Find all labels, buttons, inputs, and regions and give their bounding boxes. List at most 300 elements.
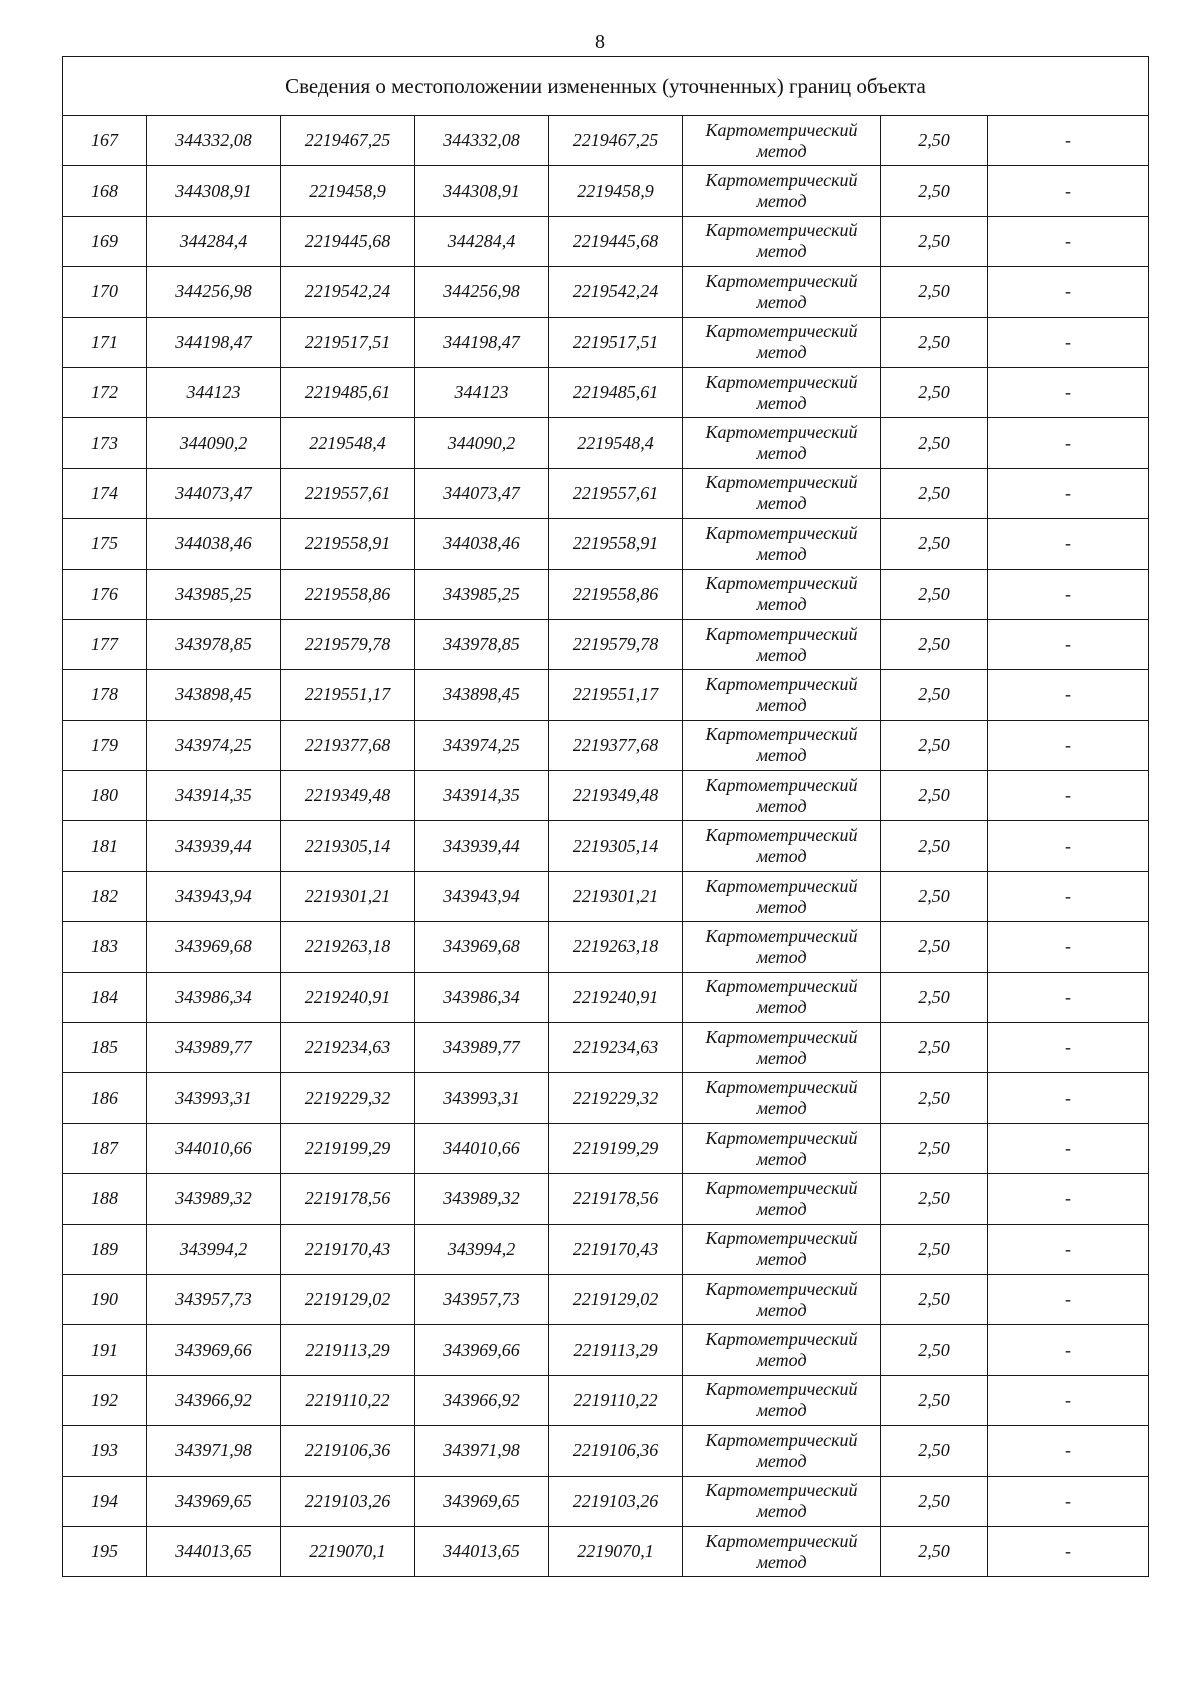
point-number-cell: 190 bbox=[63, 1274, 147, 1324]
y-existing-cell: 2219558,91 bbox=[281, 519, 415, 569]
y-new-cell: 2219557,61 bbox=[549, 468, 683, 518]
x-existing-cell: 343969,66 bbox=[147, 1325, 281, 1375]
method-line-1: Картометрический bbox=[705, 774, 858, 795]
point-number-cell: 181 bbox=[63, 821, 147, 871]
y-new-cell: 2219070,1 bbox=[549, 1526, 683, 1576]
description-cell: - bbox=[988, 166, 1149, 216]
x-new-cell: 343994,2 bbox=[415, 1224, 549, 1274]
point-number-cell: 167 bbox=[63, 116, 147, 166]
method-line-1: Картометрический bbox=[705, 1026, 858, 1047]
method-cell bbox=[683, 1325, 881, 1375]
description-cell: - bbox=[988, 116, 1149, 166]
description-cell: - bbox=[988, 1023, 1149, 1073]
x-existing-cell: 343966,92 bbox=[147, 1375, 281, 1425]
y-existing-cell: 2219263,18 bbox=[281, 922, 415, 972]
method-line-2: метод bbox=[756, 342, 807, 363]
method-cell bbox=[683, 267, 881, 317]
method-line-2: метод bbox=[756, 1299, 807, 1320]
y-new-cell: 2219558,91 bbox=[549, 519, 683, 569]
y-existing-cell: 2219542,24 bbox=[281, 267, 415, 317]
x-new-cell: 343898,45 bbox=[415, 670, 549, 720]
y-new-cell: 2219467,25 bbox=[549, 116, 683, 166]
point-number-cell: 189 bbox=[63, 1224, 147, 1274]
method-cell bbox=[683, 922, 881, 972]
y-existing-cell: 2219234,63 bbox=[281, 1023, 415, 1073]
point-number-cell: 180 bbox=[63, 771, 147, 821]
point-number-cell: 187 bbox=[63, 1123, 147, 1173]
method-line-2: метод bbox=[756, 1047, 807, 1068]
method-line-2: метод bbox=[756, 1400, 807, 1421]
y-new-cell: 2219199,29 bbox=[549, 1123, 683, 1173]
description-cell: - bbox=[988, 670, 1149, 720]
x-existing-cell: 344256,98 bbox=[147, 267, 281, 317]
point-number-cell: 173 bbox=[63, 418, 147, 468]
y-existing-cell: 2219106,36 bbox=[281, 1426, 415, 1476]
accuracy-cell: 2,50 bbox=[881, 1274, 988, 1324]
table-row bbox=[63, 418, 1149, 468]
x-existing-cell: 343914,35 bbox=[147, 771, 281, 821]
point-number-cell: 169 bbox=[63, 216, 147, 266]
table-row bbox=[63, 468, 1149, 518]
method-line-1: Картометрический bbox=[705, 875, 858, 896]
point-number-cell: 174 bbox=[63, 468, 147, 518]
y-existing-cell: 2219178,56 bbox=[281, 1174, 415, 1224]
accuracy-cell: 2,50 bbox=[881, 1325, 988, 1375]
y-new-cell: 2219178,56 bbox=[549, 1174, 683, 1224]
method-line-2: метод bbox=[756, 392, 807, 413]
y-existing-cell: 2219485,61 bbox=[281, 367, 415, 417]
accuracy-cell: 2,50 bbox=[881, 871, 988, 921]
x-existing-cell: 343986,34 bbox=[147, 972, 281, 1022]
y-new-cell: 2219129,02 bbox=[549, 1274, 683, 1324]
method-cell bbox=[683, 771, 881, 821]
method-cell bbox=[683, 468, 881, 518]
description-cell: - bbox=[988, 418, 1149, 468]
method-line-2: метод bbox=[756, 291, 807, 312]
x-existing-cell: 344013,65 bbox=[147, 1526, 281, 1576]
x-existing-cell: 344332,08 bbox=[147, 116, 281, 166]
method-line-1: Картометрический bbox=[705, 673, 858, 694]
x-existing-cell: 344010,66 bbox=[147, 1123, 281, 1173]
table-row bbox=[63, 116, 1149, 166]
y-existing-cell: 2219070,1 bbox=[281, 1526, 415, 1576]
method-line-1: Картометрический bbox=[705, 371, 858, 392]
table-row bbox=[63, 821, 1149, 871]
description-cell: - bbox=[988, 1274, 1149, 1324]
method-line-1: Картометрический bbox=[705, 270, 858, 291]
method-cell bbox=[683, 166, 881, 216]
y-new-cell: 2219542,24 bbox=[549, 267, 683, 317]
y-existing-cell: 2219467,25 bbox=[281, 116, 415, 166]
accuracy-cell: 2,50 bbox=[881, 821, 988, 871]
accuracy-cell: 2,50 bbox=[881, 619, 988, 669]
x-new-cell: 344123 bbox=[415, 367, 549, 417]
point-number-cell: 170 bbox=[63, 267, 147, 317]
x-existing-cell: 343957,73 bbox=[147, 1274, 281, 1324]
table-row bbox=[63, 367, 1149, 417]
y-existing-cell: 2219548,4 bbox=[281, 418, 415, 468]
method-cell bbox=[683, 116, 881, 166]
method-line-2: метод bbox=[756, 694, 807, 715]
description-cell: - bbox=[988, 317, 1149, 367]
method-line-1: Картометрический bbox=[705, 724, 858, 745]
x-new-cell: 343939,44 bbox=[415, 821, 549, 871]
method-line-1: Картометрический bbox=[705, 522, 858, 543]
y-existing-cell: 2219349,48 bbox=[281, 771, 415, 821]
y-new-cell: 2219558,86 bbox=[549, 569, 683, 619]
y-new-cell: 2219110,22 bbox=[549, 1375, 683, 1425]
x-existing-cell: 343969,65 bbox=[147, 1476, 281, 1526]
table-row bbox=[63, 922, 1149, 972]
accuracy-cell: 2,50 bbox=[881, 1123, 988, 1173]
accuracy-cell: 2,50 bbox=[881, 367, 988, 417]
x-existing-cell: 343985,25 bbox=[147, 569, 281, 619]
description-cell: - bbox=[988, 1526, 1149, 1576]
method-line-1: Картометрический bbox=[705, 1329, 858, 1350]
method-line-1: Картометрический bbox=[705, 1127, 858, 1148]
method-line-1: Картометрический bbox=[705, 825, 858, 846]
point-number-cell: 183 bbox=[63, 922, 147, 972]
method-line-1: Картометрический bbox=[705, 573, 858, 594]
method-line-2: метод bbox=[756, 241, 807, 262]
x-existing-cell: 343974,25 bbox=[147, 720, 281, 770]
x-new-cell: 344284,4 bbox=[415, 216, 549, 266]
description-cell: - bbox=[988, 922, 1149, 972]
accuracy-cell: 2,50 bbox=[881, 1224, 988, 1274]
method-line-2: метод bbox=[756, 1551, 807, 1572]
method-line-1: Картометрический bbox=[705, 1429, 858, 1450]
y-existing-cell: 2219445,68 bbox=[281, 216, 415, 266]
method-line-2: метод bbox=[756, 594, 807, 615]
x-existing-cell: 344038,46 bbox=[147, 519, 281, 569]
method-line-2: метод bbox=[756, 745, 807, 766]
x-new-cell: 343978,85 bbox=[415, 619, 549, 669]
point-number-cell: 194 bbox=[63, 1476, 147, 1526]
method-cell bbox=[683, 367, 881, 417]
table-row bbox=[63, 1526, 1149, 1576]
x-new-cell: 343969,68 bbox=[415, 922, 549, 972]
y-new-cell: 2219263,18 bbox=[549, 922, 683, 972]
method-cell bbox=[683, 1274, 881, 1324]
y-existing-cell: 2219301,21 bbox=[281, 871, 415, 921]
description-cell: - bbox=[988, 1476, 1149, 1526]
table-row bbox=[63, 1476, 1149, 1526]
method-line-1: Картометрический bbox=[705, 1379, 858, 1400]
y-new-cell: 2219377,68 bbox=[549, 720, 683, 770]
table-row bbox=[63, 1274, 1149, 1324]
x-new-cell: 344256,98 bbox=[415, 267, 549, 317]
method-line-2: метод bbox=[756, 1148, 807, 1169]
accuracy-cell: 2,50 bbox=[881, 720, 988, 770]
point-number-cell: 172 bbox=[63, 367, 147, 417]
accuracy-cell: 2,50 bbox=[881, 1375, 988, 1425]
method-cell bbox=[683, 1174, 881, 1224]
table-row bbox=[63, 166, 1149, 216]
description-cell: - bbox=[988, 1325, 1149, 1375]
accuracy-cell: 2,50 bbox=[881, 166, 988, 216]
method-line-1: Картометрический bbox=[705, 1278, 858, 1299]
accuracy-cell: 2,50 bbox=[881, 1426, 988, 1476]
x-existing-cell: 344123 bbox=[147, 367, 281, 417]
x-new-cell: 344332,08 bbox=[415, 116, 549, 166]
y-new-cell: 2219301,21 bbox=[549, 871, 683, 921]
accuracy-cell: 2,50 bbox=[881, 771, 988, 821]
table-row bbox=[63, 1375, 1149, 1425]
x-existing-cell: 343994,2 bbox=[147, 1224, 281, 1274]
table-row bbox=[63, 720, 1149, 770]
y-new-cell: 2219517,51 bbox=[549, 317, 683, 367]
accuracy-cell: 2,50 bbox=[881, 1526, 988, 1576]
method-line-1: Картометрический bbox=[705, 1228, 858, 1249]
method-line-2: метод bbox=[756, 191, 807, 212]
description-cell: - bbox=[988, 972, 1149, 1022]
y-existing-cell: 2219377,68 bbox=[281, 720, 415, 770]
accuracy-cell: 2,50 bbox=[881, 922, 988, 972]
x-new-cell: 343974,25 bbox=[415, 720, 549, 770]
table-row bbox=[63, 1023, 1149, 1073]
point-number-cell: 178 bbox=[63, 670, 147, 720]
accuracy-cell: 2,50 bbox=[881, 418, 988, 468]
x-new-cell: 344308,91 bbox=[415, 166, 549, 216]
method-line-1: Картометрический bbox=[705, 170, 858, 191]
method-line-1: Картометрический bbox=[705, 925, 858, 946]
method-cell bbox=[683, 1073, 881, 1123]
method-line-1: Картометрический bbox=[705, 321, 858, 342]
x-new-cell: 343969,65 bbox=[415, 1476, 549, 1526]
method-line-2: метод bbox=[756, 493, 807, 514]
y-existing-cell: 2219558,86 bbox=[281, 569, 415, 619]
y-new-cell: 2219305,14 bbox=[549, 821, 683, 871]
method-cell bbox=[683, 972, 881, 1022]
description-cell: - bbox=[988, 1123, 1149, 1173]
x-existing-cell: 343989,77 bbox=[147, 1023, 281, 1073]
method-line-1: Картометрический bbox=[705, 1177, 858, 1198]
y-existing-cell: 2219551,17 bbox=[281, 670, 415, 720]
page-number: 8 bbox=[595, 31, 605, 53]
point-number-cell: 179 bbox=[63, 720, 147, 770]
table-row bbox=[63, 1325, 1149, 1375]
y-existing-cell: 2219129,02 bbox=[281, 1274, 415, 1324]
method-line-2: метод bbox=[756, 896, 807, 917]
accuracy-cell: 2,50 bbox=[881, 216, 988, 266]
description-cell: - bbox=[988, 267, 1149, 317]
x-existing-cell: 343939,44 bbox=[147, 821, 281, 871]
table-title: Сведения о местоположении измененных (уточненных) границ объекта bbox=[63, 57, 1149, 116]
method-cell bbox=[683, 569, 881, 619]
description-cell: - bbox=[988, 1375, 1149, 1425]
table-row bbox=[63, 317, 1149, 367]
table-title-row bbox=[63, 57, 1149, 116]
description-cell: - bbox=[988, 720, 1149, 770]
table-row bbox=[63, 1224, 1149, 1274]
method-line-2: метод bbox=[756, 1450, 807, 1471]
y-existing-cell: 2219305,14 bbox=[281, 821, 415, 871]
accuracy-cell: 2,50 bbox=[881, 519, 988, 569]
method-cell bbox=[683, 670, 881, 720]
y-new-cell: 2219103,26 bbox=[549, 1476, 683, 1526]
y-existing-cell: 2219557,61 bbox=[281, 468, 415, 518]
method-line-2: метод bbox=[756, 1501, 807, 1522]
x-existing-cell: 343969,68 bbox=[147, 922, 281, 972]
table-row bbox=[63, 216, 1149, 266]
point-number-cell: 185 bbox=[63, 1023, 147, 1073]
table-row bbox=[63, 1123, 1149, 1173]
y-new-cell: 2219349,48 bbox=[549, 771, 683, 821]
description-cell: - bbox=[988, 1426, 1149, 1476]
method-cell bbox=[683, 1224, 881, 1274]
point-number-cell: 182 bbox=[63, 871, 147, 921]
x-existing-cell: 343943,94 bbox=[147, 871, 281, 921]
x-new-cell: 343989,77 bbox=[415, 1023, 549, 1073]
accuracy-cell: 2,50 bbox=[881, 972, 988, 1022]
description-cell: - bbox=[988, 468, 1149, 518]
method-cell bbox=[683, 1526, 881, 1576]
x-new-cell: 344013,65 bbox=[415, 1526, 549, 1576]
x-new-cell: 344198,47 bbox=[415, 317, 549, 367]
y-new-cell: 2219485,61 bbox=[549, 367, 683, 417]
table-row bbox=[63, 619, 1149, 669]
x-new-cell: 344090,2 bbox=[415, 418, 549, 468]
boundary-coordinates-table bbox=[62, 56, 1149, 1577]
description-cell: - bbox=[988, 1224, 1149, 1274]
table-row bbox=[63, 670, 1149, 720]
y-existing-cell: 2219199,29 bbox=[281, 1123, 415, 1173]
method-line-1: Картометрический bbox=[705, 119, 858, 140]
method-line-1: Картометрический bbox=[705, 220, 858, 241]
x-new-cell: 343943,94 bbox=[415, 871, 549, 921]
accuracy-cell: 2,50 bbox=[881, 670, 988, 720]
method-line-2: метод bbox=[756, 1249, 807, 1270]
method-cell bbox=[683, 1123, 881, 1173]
method-line-2: метод bbox=[756, 1098, 807, 1119]
method-cell bbox=[683, 216, 881, 266]
x-new-cell: 343969,66 bbox=[415, 1325, 549, 1375]
method-line-2: метод bbox=[756, 946, 807, 967]
x-existing-cell: 343993,31 bbox=[147, 1073, 281, 1123]
method-cell bbox=[683, 317, 881, 367]
y-existing-cell: 2219110,22 bbox=[281, 1375, 415, 1425]
x-existing-cell: 343898,45 bbox=[147, 670, 281, 720]
method-cell bbox=[683, 418, 881, 468]
y-existing-cell: 2219458,9 bbox=[281, 166, 415, 216]
table-row bbox=[63, 519, 1149, 569]
point-number-cell: 184 bbox=[63, 972, 147, 1022]
accuracy-cell: 2,50 bbox=[881, 267, 988, 317]
method-cell bbox=[683, 871, 881, 921]
point-number-cell: 192 bbox=[63, 1375, 147, 1425]
method-line-2: метод bbox=[756, 644, 807, 665]
description-cell: - bbox=[988, 619, 1149, 669]
method-cell bbox=[683, 821, 881, 871]
x-new-cell: 343971,98 bbox=[415, 1426, 549, 1476]
x-existing-cell: 343971,98 bbox=[147, 1426, 281, 1476]
x-existing-cell: 344073,47 bbox=[147, 468, 281, 518]
table-row bbox=[63, 1174, 1149, 1224]
accuracy-cell: 2,50 bbox=[881, 569, 988, 619]
y-existing-cell: 2219103,26 bbox=[281, 1476, 415, 1526]
accuracy-cell: 2,50 bbox=[881, 116, 988, 166]
y-new-cell: 2219240,91 bbox=[549, 972, 683, 1022]
point-number-cell: 193 bbox=[63, 1426, 147, 1476]
method-line-2: метод bbox=[756, 997, 807, 1018]
accuracy-cell: 2,50 bbox=[881, 1476, 988, 1526]
method-cell bbox=[683, 1023, 881, 1073]
table-row bbox=[63, 771, 1149, 821]
x-existing-cell: 344198,47 bbox=[147, 317, 281, 367]
description-cell: - bbox=[988, 1174, 1149, 1224]
x-new-cell: 344010,66 bbox=[415, 1123, 549, 1173]
point-number-cell: 175 bbox=[63, 519, 147, 569]
table-row bbox=[63, 1073, 1149, 1123]
x-new-cell: 343966,92 bbox=[415, 1375, 549, 1425]
method-cell bbox=[683, 1426, 881, 1476]
method-cell bbox=[683, 720, 881, 770]
method-line-2: метод bbox=[756, 1198, 807, 1219]
x-existing-cell: 344090,2 bbox=[147, 418, 281, 468]
y-new-cell: 2219551,17 bbox=[549, 670, 683, 720]
x-new-cell: 343914,35 bbox=[415, 771, 549, 821]
method-cell bbox=[683, 619, 881, 669]
y-new-cell: 2219234,63 bbox=[549, 1023, 683, 1073]
x-new-cell: 343985,25 bbox=[415, 569, 549, 619]
y-new-cell: 2219106,36 bbox=[549, 1426, 683, 1476]
y-new-cell: 2219229,32 bbox=[549, 1073, 683, 1123]
y-new-cell: 2219548,4 bbox=[549, 418, 683, 468]
x-new-cell: 344073,47 bbox=[415, 468, 549, 518]
y-new-cell: 2219458,9 bbox=[549, 166, 683, 216]
y-existing-cell: 2219517,51 bbox=[281, 317, 415, 367]
description-cell: - bbox=[988, 519, 1149, 569]
x-existing-cell: 343978,85 bbox=[147, 619, 281, 669]
point-number-cell: 191 bbox=[63, 1325, 147, 1375]
x-existing-cell: 344308,91 bbox=[147, 166, 281, 216]
y-existing-cell: 2219170,43 bbox=[281, 1224, 415, 1274]
method-line-1: Картометрический bbox=[705, 472, 858, 493]
point-number-cell: 176 bbox=[63, 569, 147, 619]
y-existing-cell: 2219229,32 bbox=[281, 1073, 415, 1123]
method-line-1: Картометрический bbox=[705, 422, 858, 443]
description-cell: - bbox=[988, 771, 1149, 821]
accuracy-cell: 2,50 bbox=[881, 1073, 988, 1123]
method-cell bbox=[683, 1375, 881, 1425]
x-existing-cell: 344284,4 bbox=[147, 216, 281, 266]
table-row bbox=[63, 972, 1149, 1022]
x-new-cell: 343989,32 bbox=[415, 1174, 549, 1224]
x-new-cell: 343993,31 bbox=[415, 1073, 549, 1123]
method-line-1: Картометрический bbox=[705, 1530, 858, 1551]
accuracy-cell: 2,50 bbox=[881, 1023, 988, 1073]
description-cell: - bbox=[988, 569, 1149, 619]
method-line-2: метод bbox=[756, 443, 807, 464]
accuracy-cell: 2,50 bbox=[881, 1174, 988, 1224]
description-cell: - bbox=[988, 821, 1149, 871]
point-number-cell: 168 bbox=[63, 166, 147, 216]
x-new-cell: 343986,34 bbox=[415, 972, 549, 1022]
point-number-cell: 188 bbox=[63, 1174, 147, 1224]
y-existing-cell: 2219113,29 bbox=[281, 1325, 415, 1375]
point-number-cell: 177 bbox=[63, 619, 147, 669]
y-new-cell: 2219113,29 bbox=[549, 1325, 683, 1375]
y-new-cell: 2219445,68 bbox=[549, 216, 683, 266]
method-line-1: Картометрический bbox=[705, 623, 858, 644]
y-new-cell: 2219579,78 bbox=[549, 619, 683, 669]
method-line-1: Картометрический bbox=[705, 1077, 858, 1098]
accuracy-cell: 2,50 bbox=[881, 468, 988, 518]
point-number-cell: 195 bbox=[63, 1526, 147, 1576]
method-line-2: метод bbox=[756, 795, 807, 816]
x-new-cell: 344038,46 bbox=[415, 519, 549, 569]
description-cell: - bbox=[988, 1073, 1149, 1123]
